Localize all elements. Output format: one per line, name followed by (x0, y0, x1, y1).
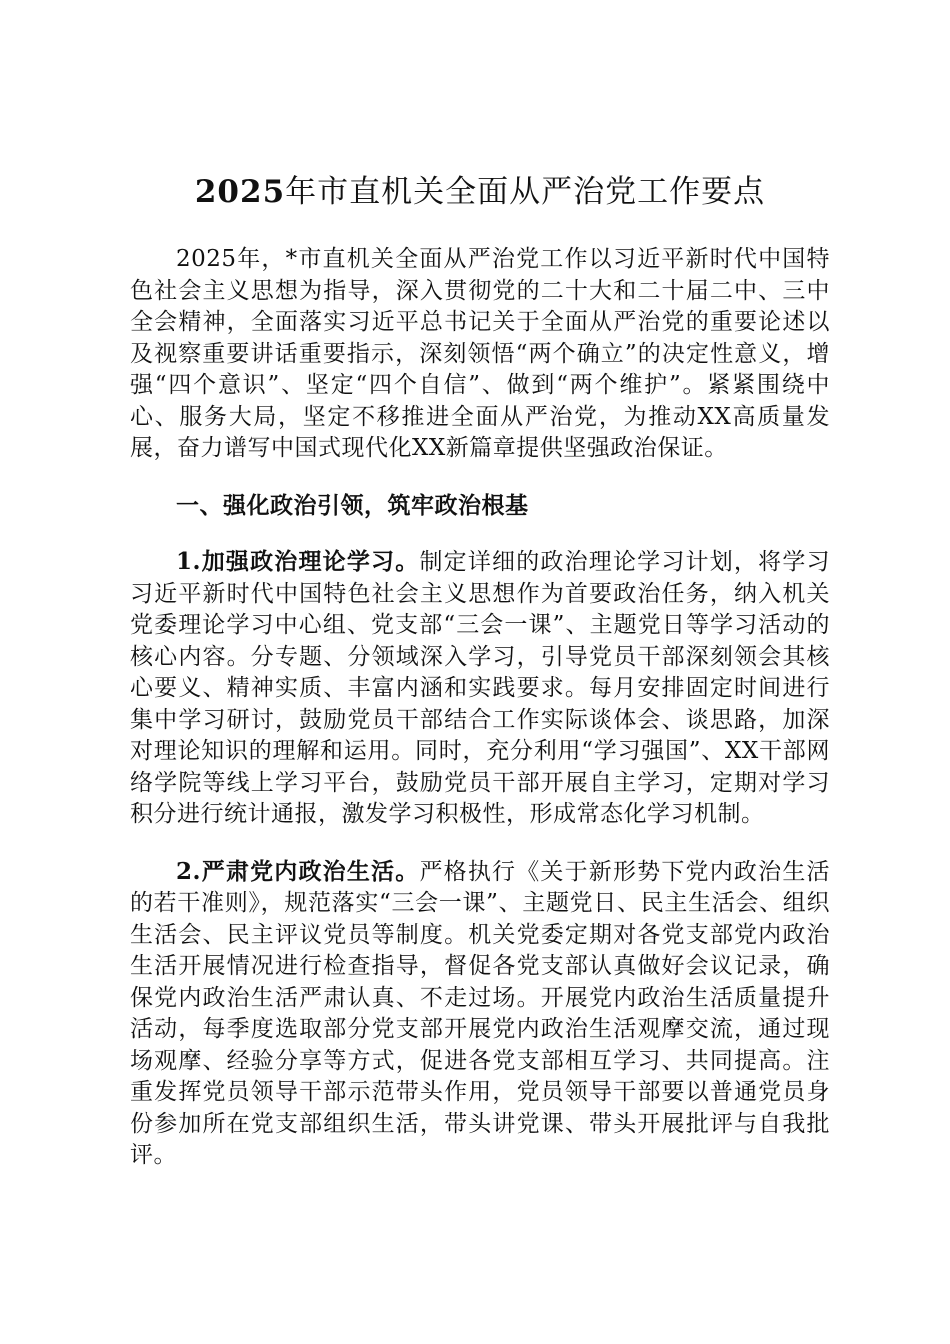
item-body-2: 严格执行《关于新形势下党内政治生活的若干准则》，规范落实“三会一课”、主题党日、民主生活会、组织生活会、民主评议党员等制度。机关党委定期对各党支部党内政治生活开展情况进行检查指导，督促各党支部认真做好会议记录，确保党内政治生活严肃认真、不走过场。开展党内政治生活质量提升活动，每季度选取部分党支部开展党内政治生活观摩交流，通过现场观摩、经验分享等方式，促进各党支部相互学习、共同提高。注重发挥党员领导干部示范带头作用，党员领导干部要以普通党员身份参加所在党支部组织生活，带头讲党课、带头开展批评与自我批评。 (130, 858, 831, 1168)
title-text: 年市直机关全面从严治党工作要点 (285, 174, 766, 210)
item-lead-1: 1.加强政治理论学习。 (176, 548, 420, 575)
section-heading-1: 一、强化政治引领，筑牢政治根基 (176, 491, 529, 519)
title-year: 2025 (194, 174, 286, 210)
item-lead-2: 2.严肃党内政治生活。 (176, 857, 420, 885)
intro-paragraph: 2025年，*市直机关全面从严治党工作以习近平新时代中国特色社会主义思想为指导，深入贯彻党的二十大和二十届二中、三中全会精神，全面落实习近平总书记关于全面从严治党的重要论述以及视察重要讲话重要指示，深刻领悟“两个确立”的决定性意义，增强“四个意识”、坚定“四个自信”、做到“两个维护”。紧紧围绕中心、服务大局，坚定不移推进全面从严治党，为推动XX高质量发展，奋力谱写中国式现代化XX新篇章提供坚强政治保证。 (130, 246, 830, 461)
item-paragraph-1 (130, 546, 830, 831)
document-page (130, 170, 830, 1197)
item-body-1: 制定详细的政治理论学习计划，将学习习近平新时代中国特色社会主义思想作为首要政治任务，纳入机关党委理论学习中心组、党支部“三会一课”、主题党日等学习活动的核心内容。分专题、分领域深入学习，引导党员干部深刻领会其核心要义、精神实质、丰富内涵和实践要求。每月安排固定时间进行集中学习研讨，鼓励党员干部结合工作实际谈体会、谈思路，加深对理论知识的理解和运用。同时，充分利用“学习强国”、XX干部网络学院等线上学习平台，鼓励党员干部开展自主学习，定期对学习积分进行统计通报，激发学习积极性，形成常态化学习机制。 (130, 549, 831, 827)
item-paragraph-2 (130, 856, 830, 1172)
page-title (130, 170, 830, 214)
